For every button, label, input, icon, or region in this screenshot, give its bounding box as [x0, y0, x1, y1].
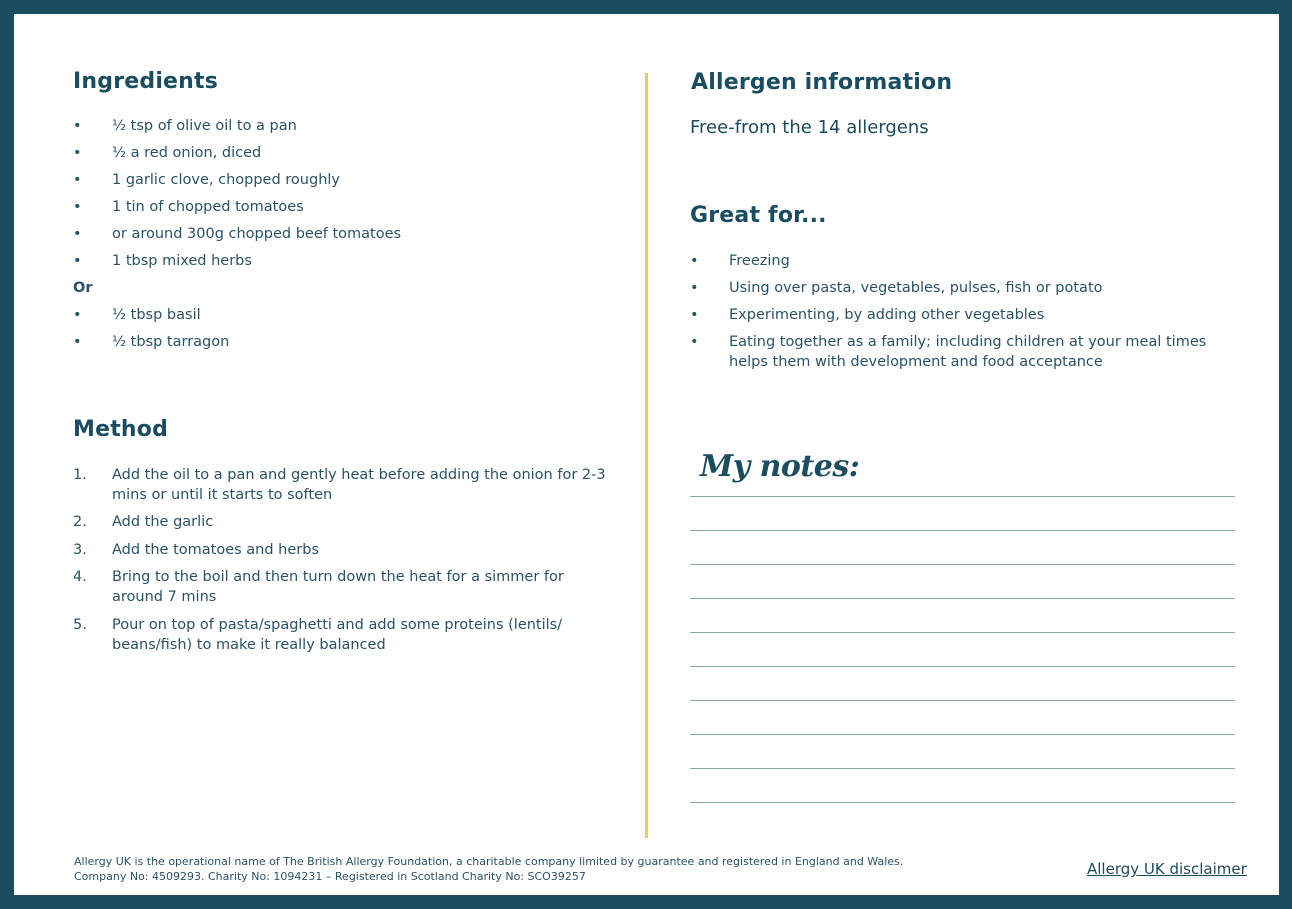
- method-step: 5. Pour on top of pasta/spaghetti and add some proteins (lentils/ beans/fish) to make it really balanced: [73, 617, 563, 653]
- bullet-icon: •: [73, 199, 82, 215]
- notes-line[interactable]: [690, 496, 1235, 497]
- bullet-icon: •: [73, 253, 82, 269]
- list-item: • ½ tsp of olive oil to a pan: [73, 118, 297, 134]
- column-divider: [645, 73, 648, 838]
- bullet-icon: •: [73, 118, 82, 134]
- list-item: • or around 300g chopped beef tomatoes: [73, 226, 402, 242]
- list-item: • Eating together as a family; including children at your meal times helps them with development and food acceptance: [690, 334, 1207, 370]
- ingredients-heading: Ingredients: [73, 69, 219, 94]
- method-step: 2. Add the garlic: [73, 514, 214, 530]
- notes-line[interactable]: [690, 632, 1235, 633]
- bullet-icon: •: [73, 334, 82, 350]
- list-item: • Freezing: [690, 253, 790, 269]
- notes-line[interactable]: [690, 598, 1235, 599]
- method-step: 3. Add the tomatoes and herbs: [73, 542, 320, 558]
- notes-line[interactable]: [690, 802, 1235, 803]
- bullet-icon: •: [73, 226, 82, 242]
- bullet-icon: •: [73, 307, 82, 323]
- notes-line[interactable]: [690, 564, 1235, 565]
- notes-line[interactable]: [690, 768, 1235, 769]
- recipe-card: [14, 14, 1279, 895]
- method-step: 1. Add the oil to a pan and gently heat before adding the onion for 2-3 mins or until it starts to soften: [73, 467, 606, 503]
- bullet-icon: •: [690, 334, 699, 350]
- list-item: • 1 garlic clove, chopped roughly: [73, 172, 340, 188]
- bullet-icon: •: [73, 145, 82, 161]
- list-item: • 1 tin of chopped tomatoes: [73, 199, 304, 215]
- list-item: • Using over pasta, vegetables, pulses, fish or potato: [690, 280, 1103, 296]
- footer-text: [74, 854, 903, 884]
- method-steps: [73, 465, 613, 655]
- allergen-text: Free-from the 14 allergens: [690, 117, 929, 138]
- ingredients-list: [73, 116, 613, 352]
- bullet-icon: •: [690, 280, 699, 296]
- great-for-heading: Great for...: [690, 203, 827, 228]
- allergen-heading: Allergen information: [691, 70, 953, 95]
- list-item: • Experimenting, by adding other vegetables: [690, 307, 1045, 323]
- list-item: • ½ tbsp basil: [73, 307, 201, 323]
- step-number: 3.: [73, 542, 87, 558]
- bullet-icon: •: [73, 172, 82, 188]
- list-item: • 1 tbsp mixed herbs: [73, 253, 252, 269]
- step-number: 1.: [73, 467, 87, 483]
- bullet-icon: •: [690, 307, 699, 323]
- method-step: 4. Bring to the boil and then turn down the heat for a simmer for around 7 mins: [73, 569, 564, 605]
- footer-line-2: Company No: 4509293. Charity No: 1094231 – Registered in Scotland Charity No: SCO39257: [74, 870, 586, 883]
- notes-line[interactable]: [690, 530, 1235, 531]
- notes-title: My notes:: [700, 449, 860, 484]
- step-number: 4.: [73, 569, 87, 585]
- step-number: 2.: [73, 514, 87, 530]
- great-for-list: [690, 251, 1225, 372]
- notes-line[interactable]: [690, 666, 1235, 667]
- or-label: Or: [73, 280, 93, 296]
- notes-line[interactable]: [690, 734, 1235, 735]
- bullet-icon: •: [690, 253, 699, 269]
- step-number: 5.: [73, 617, 87, 633]
- method-heading: Method: [73, 417, 169, 442]
- notes-line[interactable]: [690, 700, 1235, 701]
- list-item: • ½ tbsp tarragon: [73, 334, 230, 350]
- disclaimer-link[interactable]: Allergy UK disclaimer: [1087, 860, 1247, 878]
- list-item: • ½ a red onion, diced: [73, 145, 262, 161]
- footer-line-1: Allergy UK is the operational name of The British Allergy Foundation, a charitable company limited by guarantee and registered in England and Wales.: [74, 855, 904, 868]
